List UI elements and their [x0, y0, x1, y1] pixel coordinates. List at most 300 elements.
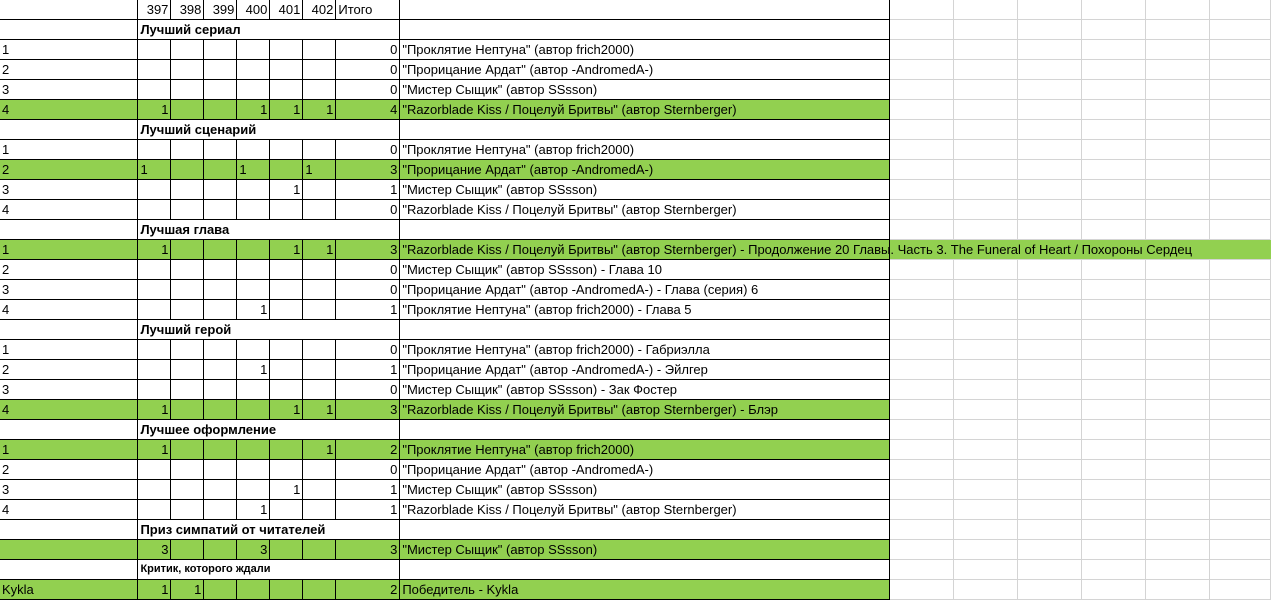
empty-cell[interactable]: [1018, 360, 1082, 380]
empty-cell[interactable]: [1209, 500, 1270, 520]
empty-cell[interactable]: [1209, 200, 1270, 220]
vote-cell-402[interactable]: 1: [303, 160, 336, 180]
empty-cell[interactable]: [1209, 480, 1270, 500]
empty-cell[interactable]: [1081, 0, 1145, 20]
empty-cell[interactable]: [1145, 20, 1209, 40]
row-id-cell[interactable]: 3: [0, 180, 138, 200]
empty-cell[interactable]: [1018, 320, 1082, 340]
row-id-cell[interactable]: 2: [0, 160, 138, 180]
vote-cell-402[interactable]: [303, 360, 336, 380]
vote-cell-399[interactable]: [204, 500, 237, 520]
empty-cell[interactable]: [1209, 460, 1270, 480]
vote-cell-400[interactable]: [237, 80, 270, 100]
empty-cell[interactable]: [890, 320, 954, 340]
vote-cell-400[interactable]: [237, 200, 270, 220]
empty-cell[interactable]: [1145, 420, 1209, 440]
entry-name-cell[interactable]: [400, 80, 890, 100]
empty-cell[interactable]: [890, 20, 954, 40]
empty-cell[interactable]: [1209, 160, 1270, 180]
empty-cell[interactable]: [1081, 520, 1145, 540]
empty-cell[interactable]: [890, 60, 954, 80]
empty-cell[interactable]: [400, 560, 890, 580]
vote-cell-400[interactable]: [237, 140, 270, 160]
empty-cell[interactable]: [890, 540, 954, 560]
empty-cell[interactable]: [1081, 380, 1145, 400]
vote-cell-397[interactable]: [138, 80, 171, 100]
vote-cell-400[interactable]: [237, 440, 270, 460]
total-cell[interactable]: 2: [336, 580, 400, 600]
vote-cell-401[interactable]: [270, 500, 303, 520]
section-title[interactable]: Лучшее оформление: [138, 420, 400, 440]
row-id-cell[interactable]: 4: [0, 400, 138, 420]
empty-cell[interactable]: [890, 200, 954, 220]
empty-cell[interactable]: [1145, 60, 1209, 80]
entry-name-cell[interactable]: [400, 280, 890, 300]
empty-cell[interactable]: [1209, 380, 1270, 400]
empty-cell[interactable]: [0, 420, 138, 440]
empty-cell[interactable]: [954, 20, 1018, 40]
empty-cell[interactable]: [1209, 260, 1270, 280]
total-cell[interactable]: 4: [336, 100, 400, 120]
vote-cell-401[interactable]: [270, 540, 303, 560]
empty-cell[interactable]: [890, 560, 954, 580]
total-cell[interactable]: 1: [336, 500, 400, 520]
empty-cell[interactable]: [400, 420, 890, 440]
entry-name-cell[interactable]: [400, 140, 890, 160]
empty-cell[interactable]: [1018, 460, 1082, 480]
vote-cell-400[interactable]: [237, 180, 270, 200]
empty-cell[interactable]: [1018, 200, 1082, 220]
empty-cell[interactable]: [954, 540, 1018, 560]
empty-cell[interactable]: [954, 0, 1018, 20]
vote-cell-397[interactable]: [138, 200, 171, 220]
empty-cell[interactable]: [1209, 180, 1270, 200]
vote-cell-402[interactable]: [303, 540, 336, 560]
vote-cell-400[interactable]: [237, 580, 270, 600]
empty-cell[interactable]: [1018, 160, 1082, 180]
vote-cell-397[interactable]: [138, 340, 171, 360]
empty-cell[interactable]: [1209, 60, 1270, 80]
empty-cell[interactable]: [1018, 480, 1082, 500]
header-name-cell[interactable]: [400, 0, 890, 20]
total-cell[interactable]: 3: [336, 160, 400, 180]
empty-cell[interactable]: [0, 320, 138, 340]
total-cell[interactable]: 0: [336, 200, 400, 220]
total-cell[interactable]: 1: [336, 360, 400, 380]
empty-cell[interactable]: [954, 460, 1018, 480]
vote-cell-398[interactable]: [171, 460, 204, 480]
empty-cell[interactable]: [954, 320, 1018, 340]
empty-cell[interactable]: [1145, 200, 1209, 220]
empty-cell[interactable]: [890, 380, 954, 400]
vote-cell-398[interactable]: [171, 100, 204, 120]
vote-cell-398[interactable]: [171, 340, 204, 360]
vote-cell-398[interactable]: [171, 200, 204, 220]
section-title[interactable]: Лучший сериал: [138, 20, 400, 40]
empty-cell[interactable]: [890, 460, 954, 480]
empty-cell[interactable]: [1081, 440, 1145, 460]
entry-name-cell[interactable]: [400, 300, 890, 320]
empty-cell[interactable]: [890, 0, 954, 20]
vote-cell-398[interactable]: [171, 160, 204, 180]
empty-cell[interactable]: [1209, 520, 1270, 540]
vote-cell-399[interactable]: [204, 400, 237, 420]
header-blank-cell[interactable]: [0, 0, 138, 20]
vote-cell-402[interactable]: [303, 480, 336, 500]
total-cell[interactable]: 1: [336, 180, 400, 200]
total-cell[interactable]: 3: [336, 400, 400, 420]
vote-cell-401[interactable]: [270, 380, 303, 400]
empty-cell[interactable]: [890, 400, 954, 420]
empty-cell[interactable]: [1081, 160, 1145, 180]
empty-cell[interactable]: [1081, 540, 1145, 560]
row-id-cell[interactable]: 3: [0, 80, 138, 100]
vote-cell-398[interactable]: [171, 360, 204, 380]
vote-cell-397[interactable]: [138, 40, 171, 60]
vote-cell-401[interactable]: [270, 340, 303, 360]
vote-cell-399[interactable]: [204, 200, 237, 220]
vote-cell-400[interactable]: [237, 240, 270, 260]
vote-cell-402[interactable]: [303, 60, 336, 80]
empty-cell[interactable]: [890, 260, 954, 280]
empty-cell[interactable]: [1018, 20, 1082, 40]
empty-cell[interactable]: [954, 300, 1018, 320]
empty-cell[interactable]: [1145, 440, 1209, 460]
vote-cell-402[interactable]: [303, 80, 336, 100]
vote-cell-397[interactable]: [138, 500, 171, 520]
vote-cell-399[interactable]: [204, 480, 237, 500]
empty-cell[interactable]: [1081, 500, 1145, 520]
empty-cell[interactable]: [0, 20, 138, 40]
empty-cell[interactable]: [1145, 180, 1209, 200]
empty-cell[interactable]: [1145, 560, 1209, 580]
entry-name-cell[interactable]: [400, 500, 890, 520]
header-column-402[interactable]: 402: [303, 0, 336, 20]
entry-name-cell[interactable]: [400, 200, 890, 220]
entry-name-cell[interactable]: [400, 240, 1193, 260]
vote-cell-401[interactable]: 1: [270, 240, 303, 260]
empty-cell[interactable]: [954, 60, 1018, 80]
vote-cell-402[interactable]: [303, 340, 336, 360]
row-id-cell[interactable]: 2: [0, 460, 138, 480]
vote-cell-398[interactable]: [171, 280, 204, 300]
empty-cell[interactable]: [1209, 140, 1270, 160]
vote-cell-398[interactable]: [171, 480, 204, 500]
empty-cell[interactable]: [954, 80, 1018, 100]
vote-cell-401[interactable]: [270, 200, 303, 220]
row-id-cell[interactable]: [0, 540, 138, 560]
vote-cell-397[interactable]: [138, 480, 171, 500]
vote-cell-397[interactable]: [138, 460, 171, 480]
empty-cell[interactable]: [1018, 440, 1082, 460]
vote-cell-399[interactable]: [204, 460, 237, 480]
vote-cell-401[interactable]: [270, 40, 303, 60]
vote-cell-398[interactable]: [171, 380, 204, 400]
section-title[interactable]: Критик, которого ждали: [138, 560, 400, 580]
vote-cell-399[interactable]: [204, 260, 237, 280]
vote-cell-398[interactable]: 1: [171, 580, 204, 600]
empty-cell[interactable]: [1018, 80, 1082, 100]
empty-cell[interactable]: [1209, 20, 1270, 40]
empty-cell[interactable]: [890, 220, 954, 240]
vote-cell-398[interactable]: [171, 240, 204, 260]
row-id-cell[interactable]: 1: [0, 340, 138, 360]
entry-name-cell[interactable]: [400, 360, 890, 380]
empty-cell[interactable]: [400, 220, 890, 240]
vote-cell-399[interactable]: [204, 440, 237, 460]
vote-cell-398[interactable]: [171, 260, 204, 280]
empty-cell[interactable]: [1145, 360, 1209, 380]
vote-cell-401[interactable]: [270, 580, 303, 600]
empty-cell[interactable]: [1018, 120, 1082, 140]
empty-cell[interactable]: [890, 120, 954, 140]
empty-cell[interactable]: [1209, 540, 1270, 560]
total-cell[interactable]: 0: [336, 340, 400, 360]
vote-cell-399[interactable]: [204, 60, 237, 80]
vote-cell-399[interactable]: [204, 380, 237, 400]
row-id-cell[interactable]: 4: [0, 500, 138, 520]
empty-cell[interactable]: [1209, 400, 1270, 420]
empty-cell[interactable]: [954, 120, 1018, 140]
empty-cell[interactable]: [400, 120, 890, 140]
empty-cell[interactable]: [954, 40, 1018, 60]
vote-cell-398[interactable]: [171, 440, 204, 460]
empty-cell[interactable]: [1209, 320, 1270, 340]
empty-cell[interactable]: [1209, 0, 1270, 20]
header-column-400[interactable]: 400: [237, 0, 270, 20]
empty-cell[interactable]: [954, 380, 1018, 400]
vote-cell-402[interactable]: [303, 580, 336, 600]
empty-cell[interactable]: [1209, 560, 1270, 580]
empty-cell[interactable]: [890, 440, 954, 460]
empty-cell[interactable]: [1145, 460, 1209, 480]
empty-cell[interactable]: [890, 500, 954, 520]
vote-cell-402[interactable]: [303, 300, 336, 320]
header-total-cell[interactable]: Итого: [336, 0, 400, 20]
vote-cell-402[interactable]: [303, 200, 336, 220]
empty-cell[interactable]: [1081, 560, 1145, 580]
empty-cell[interactable]: [1018, 260, 1082, 280]
vote-cell-398[interactable]: [171, 500, 204, 520]
empty-cell[interactable]: [1081, 400, 1145, 420]
empty-cell[interactable]: [1209, 420, 1270, 440]
entry-name-cell[interactable]: [400, 180, 890, 200]
vote-cell-397[interactable]: [138, 140, 171, 160]
vote-cell-397[interactable]: 1: [138, 440, 171, 460]
empty-cell[interactable]: [1145, 80, 1209, 100]
row-id-cell[interactable]: 2: [0, 60, 138, 80]
entry-name-cell[interactable]: [400, 340, 890, 360]
vote-cell-401[interactable]: 1: [270, 480, 303, 500]
row-id-cell[interactable]: 4: [0, 100, 138, 120]
empty-cell[interactable]: [1209, 580, 1270, 600]
total-cell[interactable]: 2: [336, 440, 400, 460]
entry-name-cell[interactable]: [400, 100, 890, 120]
empty-cell[interactable]: [1081, 200, 1145, 220]
empty-cell[interactable]: [890, 280, 954, 300]
vote-cell-401[interactable]: [270, 360, 303, 380]
vote-cell-399[interactable]: [204, 140, 237, 160]
empty-cell[interactable]: [954, 280, 1018, 300]
empty-cell[interactable]: [400, 320, 890, 340]
empty-cell[interactable]: [1081, 300, 1145, 320]
empty-cell[interactable]: [954, 160, 1018, 180]
empty-cell[interactable]: [1145, 580, 1209, 600]
vote-cell-399[interactable]: [204, 80, 237, 100]
section-title[interactable]: Приз симпатий от читателей: [138, 520, 400, 540]
vote-cell-401[interactable]: [270, 80, 303, 100]
entry-name-cell[interactable]: [400, 480, 890, 500]
empty-cell[interactable]: [0, 560, 138, 580]
empty-cell[interactable]: [1081, 220, 1145, 240]
vote-cell-398[interactable]: [171, 400, 204, 420]
total-cell[interactable]: 0: [336, 280, 400, 300]
vote-cell-399[interactable]: [204, 280, 237, 300]
entry-name-cell[interactable]: [400, 540, 890, 560]
vote-cell-397[interactable]: 3: [138, 540, 171, 560]
empty-cell[interactable]: [1081, 340, 1145, 360]
total-cell[interactable]: 3: [336, 240, 400, 260]
empty-cell[interactable]: [1081, 40, 1145, 60]
empty-cell[interactable]: [1081, 580, 1145, 600]
vote-cell-399[interactable]: [204, 180, 237, 200]
vote-cell-400[interactable]: 1: [237, 160, 270, 180]
row-id-cell[interactable]: 3: [0, 280, 138, 300]
empty-cell[interactable]: [890, 340, 954, 360]
empty-cell[interactable]: [1081, 460, 1145, 480]
total-cell[interactable]: 1: [336, 480, 400, 500]
empty-cell[interactable]: [1081, 20, 1145, 40]
vote-cell-397[interactable]: 1: [138, 400, 171, 420]
empty-cell[interactable]: [1018, 560, 1082, 580]
row-id-cell[interactable]: 1: [0, 40, 138, 60]
vote-cell-399[interactable]: [204, 580, 237, 600]
vote-cell-401[interactable]: [270, 60, 303, 80]
empty-cell[interactable]: [1209, 100, 1270, 120]
header-column-398[interactable]: 398: [171, 0, 204, 20]
vote-cell-400[interactable]: [237, 480, 270, 500]
empty-cell[interactable]: [1081, 60, 1145, 80]
vote-cell-400[interactable]: 3: [237, 540, 270, 560]
empty-cell[interactable]: [1081, 140, 1145, 160]
empty-cell[interactable]: [1018, 280, 1082, 300]
empty-cell[interactable]: [1018, 380, 1082, 400]
vote-cell-401[interactable]: [270, 280, 303, 300]
empty-cell[interactable]: [954, 500, 1018, 520]
vote-cell-402[interactable]: [303, 180, 336, 200]
total-cell[interactable]: 0: [336, 80, 400, 100]
vote-cell-400[interactable]: [237, 280, 270, 300]
vote-cell-397[interactable]: 1: [138, 160, 171, 180]
empty-cell[interactable]: [954, 560, 1018, 580]
empty-cell[interactable]: [1209, 240, 1270, 260]
vote-cell-397[interactable]: 1: [138, 580, 171, 600]
vote-cell-399[interactable]: [204, 300, 237, 320]
empty-cell[interactable]: [954, 400, 1018, 420]
vote-cell-400[interactable]: 1: [237, 500, 270, 520]
vote-cell-402[interactable]: [303, 140, 336, 160]
empty-cell[interactable]: [1018, 180, 1082, 200]
entry-name-cell[interactable]: [400, 60, 890, 80]
vote-cell-401[interactable]: 1: [270, 180, 303, 200]
empty-cell[interactable]: [1209, 340, 1270, 360]
vote-cell-397[interactable]: 1: [138, 100, 171, 120]
vote-cell-402[interactable]: 1: [303, 100, 336, 120]
empty-cell[interactable]: [1145, 320, 1209, 340]
vote-cell-400[interactable]: [237, 380, 270, 400]
empty-cell[interactable]: [1209, 300, 1270, 320]
section-title[interactable]: Лучший сценарий: [138, 120, 400, 140]
vote-cell-398[interactable]: [171, 300, 204, 320]
vote-cell-397[interactable]: [138, 60, 171, 80]
row-id-cell[interactable]: 1: [0, 240, 138, 260]
empty-cell[interactable]: [1209, 40, 1270, 60]
vote-cell-400[interactable]: [237, 260, 270, 280]
empty-cell[interactable]: [1018, 500, 1082, 520]
vote-cell-401[interactable]: [270, 460, 303, 480]
empty-cell[interactable]: [1081, 120, 1145, 140]
row-id-cell[interactable]: 2: [0, 360, 138, 380]
empty-cell[interactable]: [1145, 40, 1209, 60]
empty-cell[interactable]: [1145, 380, 1209, 400]
empty-cell[interactable]: [890, 100, 954, 120]
empty-cell[interactable]: [0, 220, 138, 240]
total-cell[interactable]: 0: [336, 60, 400, 80]
empty-cell[interactable]: [1209, 80, 1270, 100]
empty-cell[interactable]: [1018, 540, 1082, 560]
vote-cell-397[interactable]: [138, 380, 171, 400]
vote-cell-400[interactable]: [237, 40, 270, 60]
empty-cell[interactable]: [0, 520, 138, 540]
row-id-cell[interactable]: 2: [0, 260, 138, 280]
empty-cell[interactable]: [1145, 280, 1209, 300]
empty-cell[interactable]: [1018, 140, 1082, 160]
row-id-cell[interactable]: Kykla: [0, 580, 138, 600]
empty-cell[interactable]: [1018, 520, 1082, 540]
vote-cell-397[interactable]: [138, 180, 171, 200]
empty-cell[interactable]: [1018, 220, 1082, 240]
vote-cell-402[interactable]: 1: [303, 400, 336, 420]
total-cell[interactable]: 3: [336, 540, 400, 560]
vote-cell-397[interactable]: 1: [138, 240, 171, 260]
entry-name-cell[interactable]: [400, 380, 890, 400]
entry-name-cell[interactable]: [400, 160, 890, 180]
empty-cell[interactable]: [890, 180, 954, 200]
entry-name-cell[interactable]: [400, 460, 890, 480]
vote-cell-400[interactable]: [237, 400, 270, 420]
empty-cell[interactable]: [1018, 400, 1082, 420]
empty-cell[interactable]: [954, 140, 1018, 160]
empty-cell[interactable]: [1145, 100, 1209, 120]
empty-cell[interactable]: [954, 200, 1018, 220]
vote-cell-400[interactable]: 1: [237, 300, 270, 320]
header-column-397[interactable]: 397: [138, 0, 171, 20]
empty-cell[interactable]: [1018, 60, 1082, 80]
vote-cell-397[interactable]: [138, 280, 171, 300]
row-id-cell[interactable]: 1: [0, 440, 138, 460]
entry-name-cell[interactable]: [400, 580, 890, 600]
vote-cell-400[interactable]: 1: [237, 100, 270, 120]
row-id-cell[interactable]: 4: [0, 200, 138, 220]
section-title[interactable]: Лучшая глава: [138, 220, 400, 240]
total-cell[interactable]: 0: [336, 380, 400, 400]
vote-cell-402[interactable]: 1: [303, 440, 336, 460]
vote-cell-402[interactable]: [303, 380, 336, 400]
section-title[interactable]: Лучший герой: [138, 320, 400, 340]
empty-cell[interactable]: [954, 220, 1018, 240]
vote-cell-399[interactable]: [204, 160, 237, 180]
total-cell[interactable]: 0: [336, 40, 400, 60]
